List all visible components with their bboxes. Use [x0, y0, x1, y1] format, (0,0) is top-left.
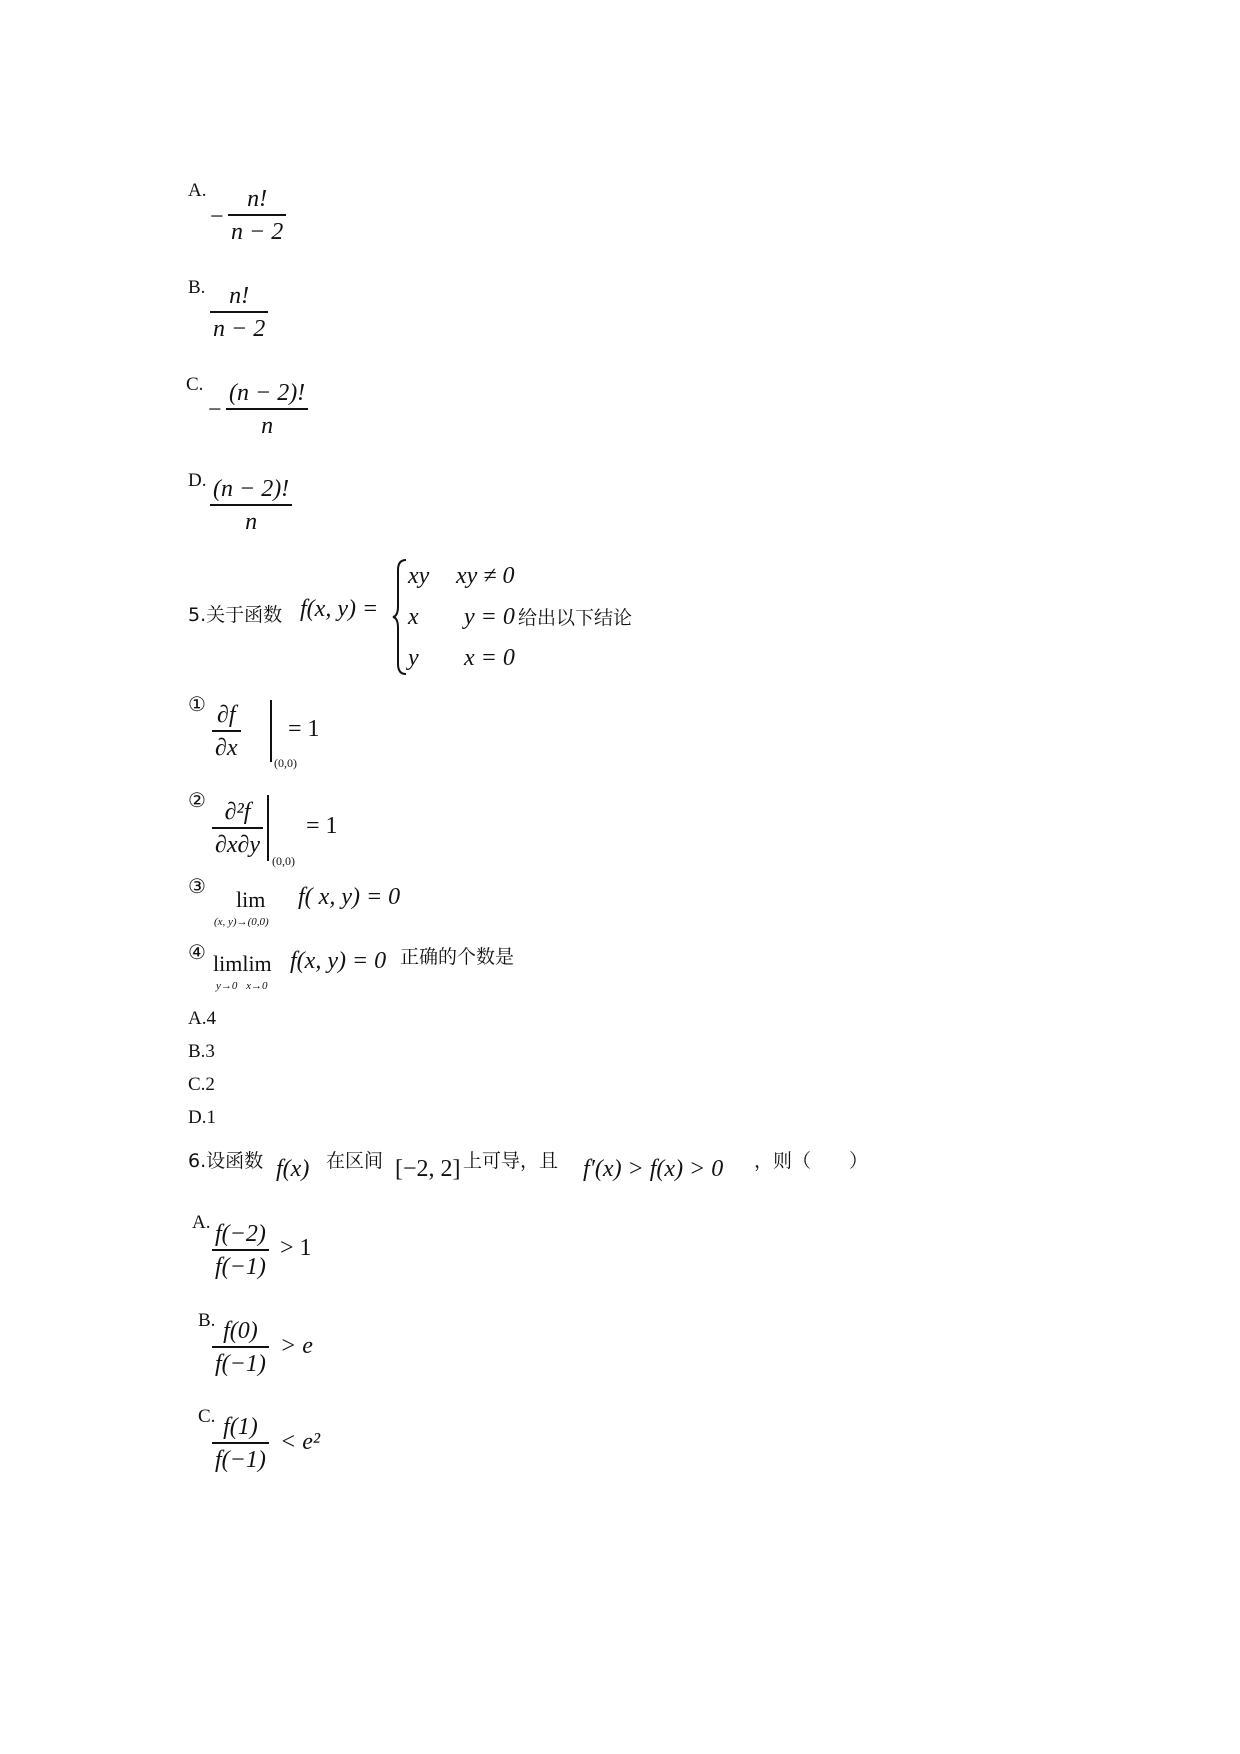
numerator: ∂²f: [212, 797, 263, 829]
limit-operator: lim: [236, 887, 266, 912]
limit-expression: f( x, y) = 0: [298, 884, 401, 910]
circled-marker: ③: [188, 874, 206, 898]
case-row: [408, 556, 515, 597]
fraction: [228, 184, 286, 248]
fraction: [212, 1316, 269, 1380]
case-value: xy: [408, 563, 430, 589]
circled-marker: ②: [188, 788, 206, 812]
denominator: n: [261, 413, 274, 439]
fraction: [210, 281, 268, 345]
denominator: ∂x: [215, 735, 238, 761]
evaluation-bar: [267, 795, 269, 861]
limit-subscript: (x, y)→(0,0): [214, 916, 269, 928]
numerator: n!: [228, 184, 286, 216]
left-brace: [392, 558, 408, 676]
denominator: f(−1): [215, 1351, 266, 1377]
circled-marker: ④: [188, 940, 206, 964]
question-tail: ，则（ ）: [754, 1150, 869, 1172]
evaluation-point: (0,0): [274, 756, 297, 770]
statement-tail: 正确的个数是: [400, 946, 515, 968]
function-name: f(x, y) =: [300, 596, 379, 622]
question-text: 在区间: [326, 1150, 384, 1172]
inequality-rhs: > 1: [280, 1235, 312, 1261]
question-suffix: 给出以下结论: [518, 607, 633, 629]
numerator: f(−2): [212, 1219, 269, 1251]
case-row: [408, 638, 515, 679]
option-b: B.3: [188, 1041, 215, 1062]
statement-rhs: = 1: [306, 813, 338, 839]
limit-subscript: y→0 x→0: [216, 980, 268, 992]
case-condition: y = 0: [464, 604, 515, 630]
case-value: y: [408, 645, 419, 671]
option-d: D.1: [188, 1107, 216, 1128]
partial-fraction: [212, 700, 241, 764]
inequality-rhs: < e²: [280, 1429, 321, 1455]
option-a: A.4: [188, 1008, 216, 1029]
numerator: f(0): [212, 1316, 269, 1348]
interval: [−2, 2]: [395, 1156, 461, 1182]
option-c: C.2: [188, 1074, 215, 1095]
option-label: A.: [188, 180, 207, 201]
statement-rhs: = 1: [288, 716, 320, 742]
question-prefix: 6.设函数: [188, 1150, 264, 1172]
denominator: n: [245, 509, 258, 535]
fraction: [212, 1219, 269, 1283]
case-condition: xy ≠ 0: [456, 563, 515, 589]
numerator: ∂f: [212, 700, 241, 732]
function-symbol: f(x): [276, 1156, 310, 1182]
case-value: x: [408, 604, 419, 630]
case-row: [408, 597, 515, 638]
denominator: n − 2: [231, 219, 284, 245]
option-label: B.: [198, 1310, 216, 1331]
circled-marker: ①: [188, 692, 206, 716]
denominator: n − 2: [213, 316, 266, 342]
numerator: (n − 2)!: [210, 474, 292, 506]
limit-expression: f(x, y) = 0: [290, 948, 387, 974]
limit-operator: limlim: [213, 951, 272, 976]
numerator: n!: [210, 281, 268, 313]
inequality-rhs: > e: [280, 1333, 313, 1359]
condition: f′(x) > f(x) > 0: [583, 1156, 724, 1182]
piecewise-cases: [408, 556, 515, 679]
evaluation-bar: [270, 700, 272, 762]
case-condition: x = 0: [464, 645, 515, 671]
partial-fraction: [212, 797, 263, 861]
numerator: (n − 2)!: [226, 378, 308, 410]
option-label: D.: [188, 470, 207, 491]
fraction: [226, 378, 308, 442]
option-label: B.: [188, 277, 206, 298]
option-label: A.: [192, 1212, 211, 1233]
evaluation-point: (0,0): [272, 854, 295, 868]
option-label: C.: [186, 374, 204, 395]
option-label: C.: [198, 1406, 216, 1427]
denominator: ∂x∂y: [215, 832, 261, 858]
numerator: f(1): [212, 1412, 269, 1444]
fraction: [210, 474, 292, 538]
fraction: [212, 1412, 269, 1476]
denominator: f(−1): [215, 1447, 266, 1473]
denominator: f(−1): [215, 1254, 266, 1280]
question-prefix: 5.关于函数: [188, 604, 283, 626]
minus-sign: −: [210, 204, 224, 230]
question-text: 上可导，且: [463, 1150, 559, 1172]
minus-sign: −: [208, 397, 222, 423]
